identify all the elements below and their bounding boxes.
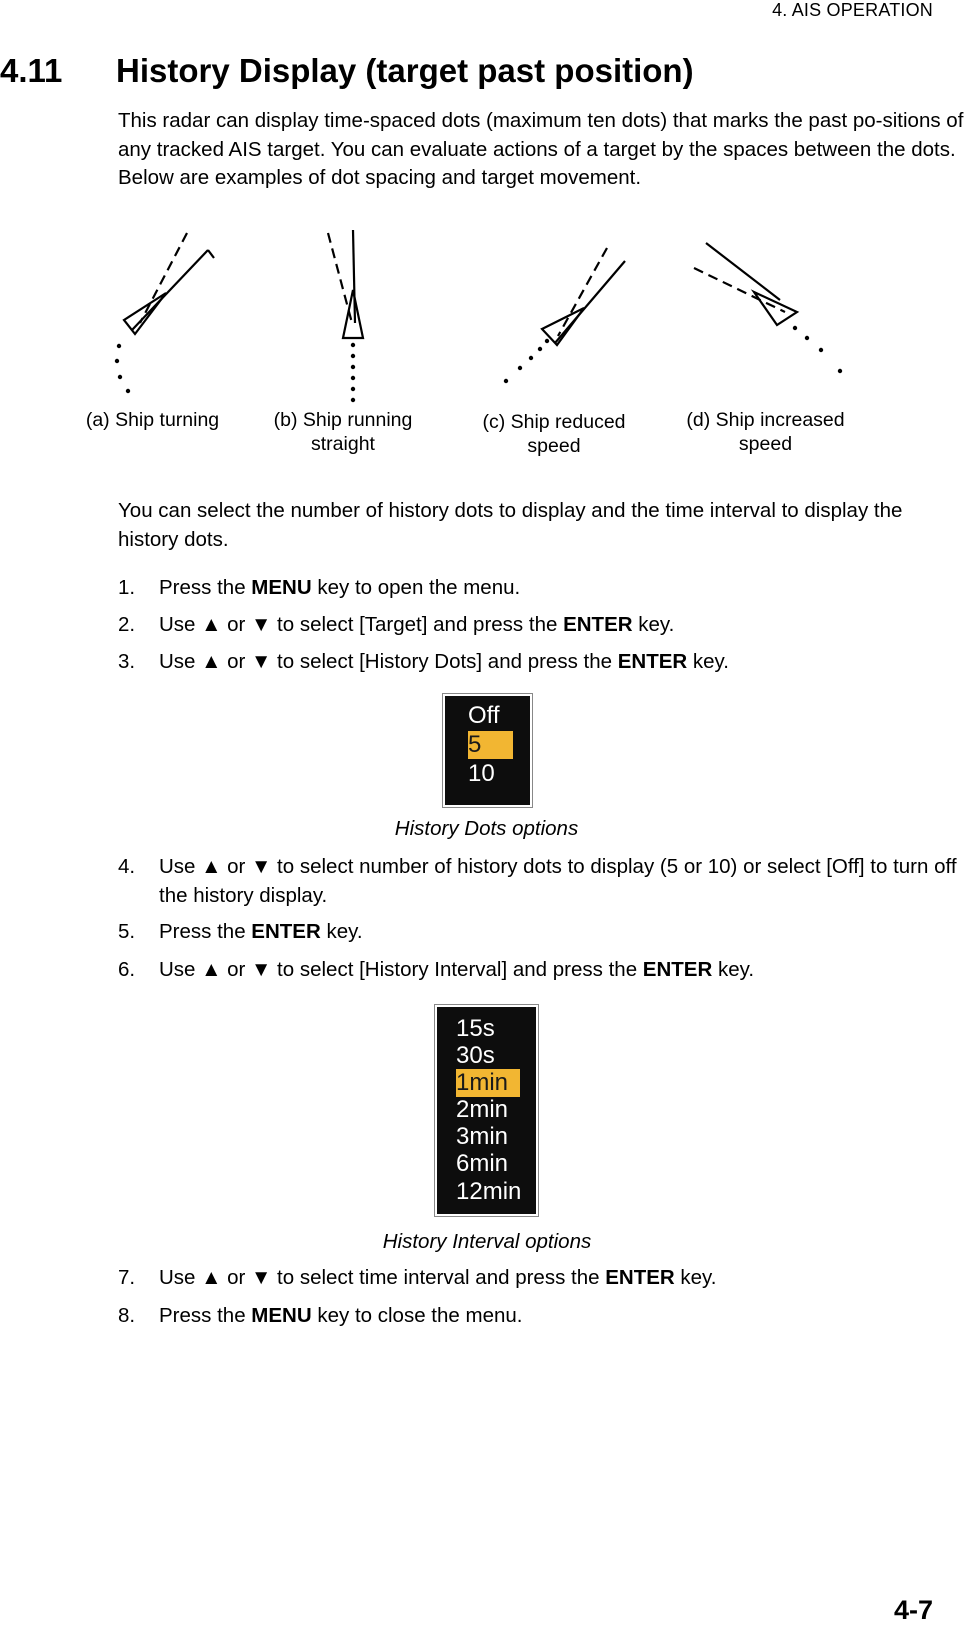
interval-option-15s[interactable]: 15s: [456, 1015, 495, 1042]
history-dots-option-5[interactable]: 5: [468, 731, 513, 759]
section-number: 4.11: [0, 52, 63, 89]
label-ship-straight: (b) Ship running straight: [273, 409, 413, 455]
interval-option-1min[interactable]: 1min: [456, 1069, 520, 1097]
interval-option-12min[interactable]: 12min: [456, 1178, 522, 1205]
ship-reduced-speed-symbol: [542, 248, 625, 345]
chapter-header: 4. AIS OPERATION: [772, 0, 933, 20]
history-interval-caption: History Interval options: [382, 1230, 592, 1253]
history-dots-figure: [80, 228, 880, 468]
label-ship-reduced-speed: (c) Ship reduced speed: [482, 411, 626, 457]
label-ship-increased-speed: (d) Ship increased speed: [686, 409, 845, 455]
section-title: History Display (target past position): [116, 52, 694, 89]
interval-option-30s[interactable]: 30s: [456, 1042, 495, 1069]
ship-straight-symbol: [328, 230, 363, 338]
history-dots-option-10[interactable]: 10: [468, 760, 495, 787]
intro-paragraph: This radar can display time-spaced dots (maximum ten dots) that marks the past po-sitions of any tracked AIS target. You can evaluate actions of a target by the spaces between the dots. Below are examples of dot spacing and target movement.: [118, 109, 964, 189]
interval-option-3min[interactable]: 3min: [456, 1123, 509, 1150]
interval-option-2min[interactable]: 2min: [456, 1096, 509, 1123]
label-ship-turning: (a) Ship turning: [85, 409, 220, 431]
ship-increased-speed-symbol: [694, 243, 797, 325]
interval-option-6min[interactable]: 6min: [456, 1150, 509, 1177]
history-dots-option-off[interactable]: Off: [468, 702, 500, 729]
ship-turning-symbol: [124, 233, 214, 334]
history-interval-menu: [434, 1004, 539, 1217]
selection-paragraph: You can select the number of history dots to display and the time interval to display the history dots.: [118, 499, 903, 551]
page-number: 4-7: [893, 1595, 933, 1625]
history-dots-caption: History Dots options: [394, 817, 579, 840]
history-dots-menu: [442, 693, 533, 808]
